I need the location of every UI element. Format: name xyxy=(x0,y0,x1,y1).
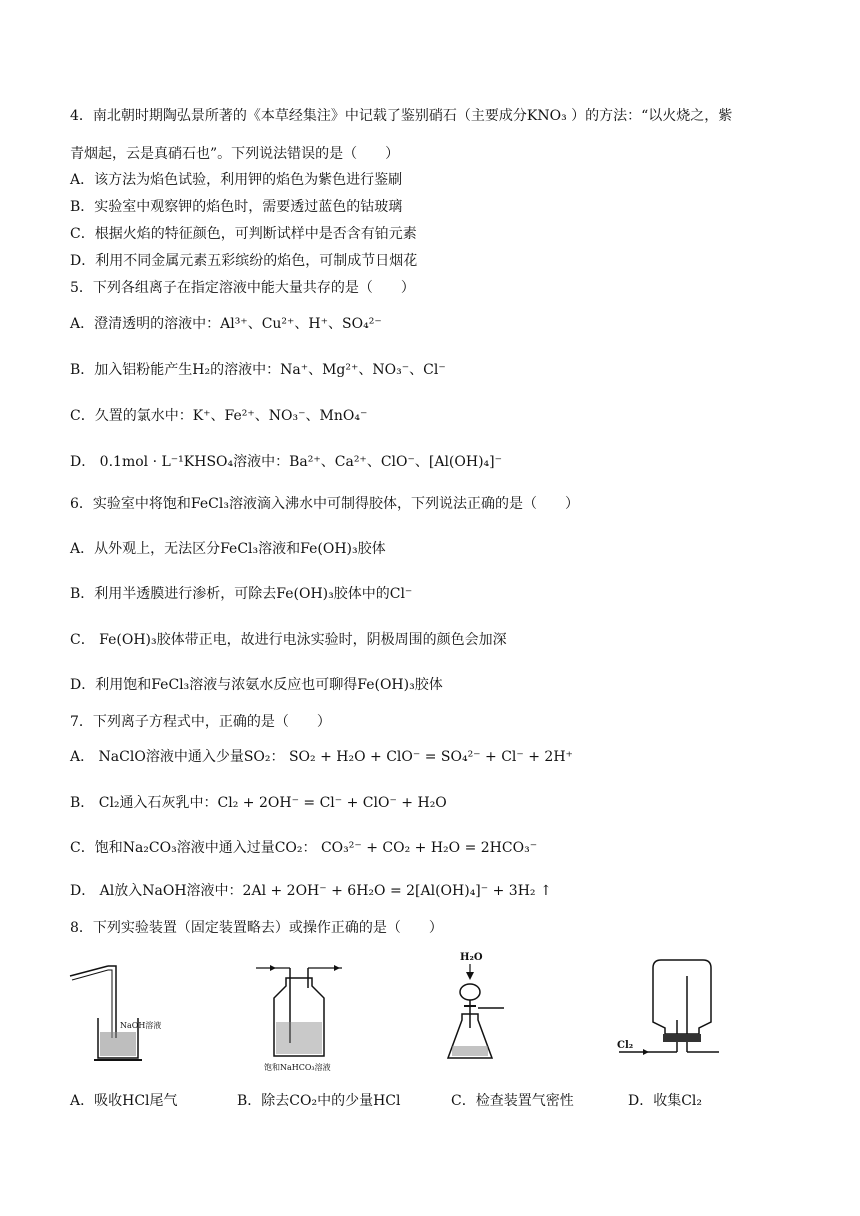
figure-d-collection-bottle xyxy=(615,948,725,1073)
q8-caption-a: A．吸收HCl尾气 xyxy=(70,1093,178,1109)
q7-option-b: B． Cl₂通入石灰乳中：Cl₂ + 2OH⁻ = Cl⁻ + ClO⁻ + H₂O xyxy=(70,795,447,811)
q4-option-c: C．根据火焰的特征颜色，可判断试样中是否含有铂元素 xyxy=(70,226,417,242)
q4-option-d: D．利用不同金属元素五彩缤纷的焰色，可制成节日烟花 xyxy=(70,253,418,269)
q6-option-d: D．利用饱和FeCl₃溶液与浓氨水反应也可聊得Fe(OH)₃胶体 xyxy=(70,677,443,693)
figure-b-label: 饱和NaHCO₃溶液 xyxy=(264,1063,331,1072)
figure-c-flask-funnel xyxy=(438,948,538,1073)
q6-option-c: C． Fe(OH)₃胶体带正电，故进行电泳实验时，阴极周围的颜色会加深 xyxy=(70,632,507,648)
q8-caption-c: C．检查装置气密性 xyxy=(451,1093,574,1109)
figure-c-label: H₂O xyxy=(460,952,483,963)
figure-a-absorption-apparatus xyxy=(68,948,188,1068)
q8-stem: 8．下列实验装置（固定装置略去）或操作正确的是（ ） xyxy=(70,920,443,936)
q5-option-a: A．澄清透明的溶液中：Al³⁺、Cu²⁺、H⁺、SO₄²⁻ xyxy=(70,316,382,332)
q4-stem-line1: 4．南北朝时期陶弘景所著的《本草经集注》中记载了鉴别硝石（主要成分KNO₃ ）的方法：“以火烧之，紫 xyxy=(70,108,733,124)
q4-stem-line2: 青烟起，云是真硝石也”。下列说法错误的是（ ） xyxy=(70,146,400,162)
q7-stem: 7．下列离子方程式中，正确的是（ ） xyxy=(70,714,331,730)
figure-a-label: NaOH溶液 xyxy=(120,1021,162,1030)
q6-option-b: B．利用半透膜进行渗析，可除去Fe(OH)₃胶体中的Cl⁻ xyxy=(70,586,413,602)
q7-option-d: D． Al放入NaOH溶液中：2Al + 2OH⁻ + 6H₂O = 2[Al(OH)₄]⁻ + 3H₂ ↑ xyxy=(70,883,552,899)
q8-caption-d: D．收集Cl₂ xyxy=(628,1093,703,1109)
q4-option-b: B．实验室中观察钾的焰色时，需要透过蓝色的钴玻璃 xyxy=(70,199,403,215)
q8-caption-b: B．除去CO₂中的少量HCl xyxy=(237,1093,401,1109)
q7-option-a: A． NaClO溶液中通入少量SO₂： SO₂ + H₂O + ClO⁻ = SO₄²⁻ + Cl⁻ + 2H⁺ xyxy=(70,749,573,765)
q4-option-a: A．该方法为焰色试验，利用钾的焰色为紫色进行鉴刷 xyxy=(70,172,403,188)
q8-figures xyxy=(60,948,820,1078)
q5-option-d: D． 0.1mol · L⁻¹KHSO₄溶液中：Ba²⁺、Ca²⁺、ClO⁻、[Al(OH)₄]⁻ xyxy=(70,454,502,470)
figure-d-label: Cl₂ xyxy=(617,1040,634,1051)
q5-option-c: C．久置的氯水中：K⁺、Fe²⁺、NO₃⁻、MnO₄⁻ xyxy=(70,408,368,424)
q5-stem: 5．下列各组离子在指定溶液中能大量共存的是（ ） xyxy=(70,280,415,296)
figure-b-washing-bottle xyxy=(250,948,390,1073)
q7-option-c: C．饱和Na₂CO₃溶液中通入过量CO₂： CO₃²⁻ + CO₂ + H₂O = 2HCO₃⁻ xyxy=(70,840,538,856)
q5-option-b: B．加入铝粉能产生H₂的溶液中：Na⁺、Mg²⁺、NO₃⁻、Cl⁻ xyxy=(70,362,446,378)
q6-stem: 6．实验室中将饱和FeCl₃溶液滴入沸水中可制得胶体，下列说法正确的是（ ） xyxy=(70,496,579,512)
q6-option-a: A．从外观上，无法区分FeCl₃溶液和Fe(OH)₃胶体 xyxy=(70,541,386,557)
